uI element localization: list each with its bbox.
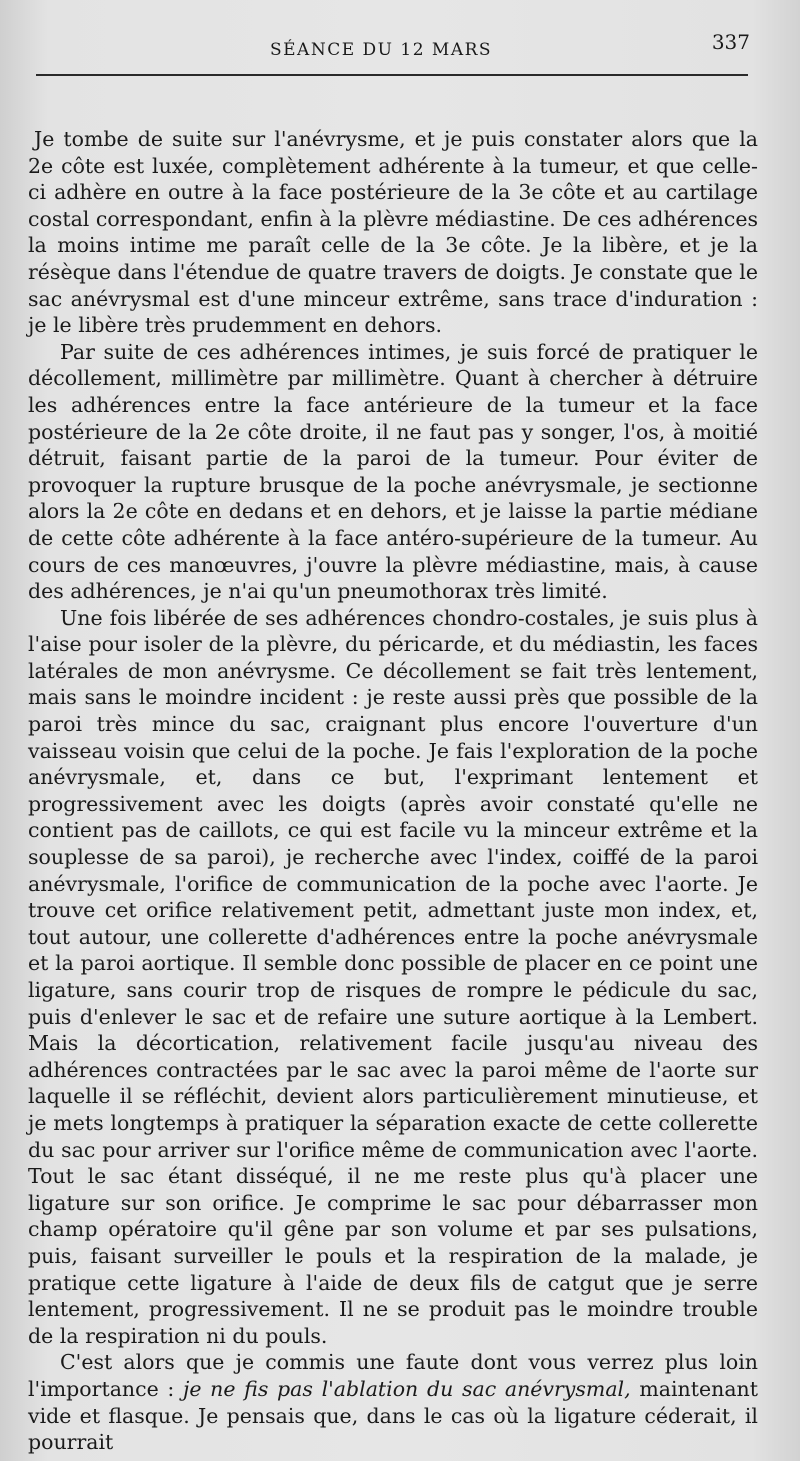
body-text <box>28 126 758 1456</box>
paragraph-3: Une fois libérée de ses adhérences chondro-costales, je suis plus à l'aise pour isoler de la plèvre, du péricarde, et du médiastin, les faces latérales de mon anévrysme. Ce décollement se fait très lentement, mais sans le moindre incident : je reste aussi près que possible de la paroi très mince du sac, craignant plus encore l'ouverture d'un vaisseau voisin que celui de la poche. Je fais l'exploration de la poche anévrysmale, et, dans ce but, l'exprimant lentement et progressivement avec les doigts (après avoir constaté qu'elle ne contient pas de caillots, ce qui est facile vu la minceur extrême et la souplesse de sa paroi), je recherche avec l'index, coiffé de la paroi anévrysmale, l'orifice de communication de la poche avec l'aorte. Je trouve cet orifice relativement petit, admettant juste mon index, et, tout autour, une collerette d'adhérences entre la poche anévrysmale et la paroi aortique. Il semble donc possible de placer en ce point une ligature, sans courir trop de risques de rompre le pédicule du sac, puis d'enlever le sac et de refaire une suture aortique à la Lembert. Mais la décortication, relativement facile jusqu'au niveau des adhérences contractées par le sac avec la paroi même de l'aorte sur laquelle il se réfléchit, devient alors particulièrement minutieuse, et je mets longtemps à pratiquer la séparation exacte de cette collerette du sac pour arriver sur l'orifice même de communication avec l'aorte. Tout le sac étant disséqué, il ne me reste plus qu'à placer une ligature sur son orifice. Je comprime le sac pour débarrasser mon champ opératoire qu'il gêne par son volume et par ses pulsations, puis, faisant surveiller le pouls et la respiration de la malade, je pratique cette ligature à l'aide de deux fils de catgut que je serre lentement, progressivement. Il ne se produit pas le moindre trouble de la respiration ni du pouls. <box>28 605 758 1348</box>
paragraph-2: Par suite de ces adhérences intimes, je suis forcé de pratiquer le décollement, millimètre par millimètre. Quant à chercher à détruire les adhérences entre la face antérieure de la tumeur et la face postérieure de la 2e côte droite, il ne faut pas y songer, l'os, à moitié détruit, faisant partie de la paroi de la tumeur. Pour éviter de provoquer la rupture brusque de la poche anévrysmale, je sectionne alors la 2e côte en dedans et en dehors, et je laisse la partie médiane de cette côte adhérente à la face antéro-supérieure de la tumeur. Au cours de ces manœuvres, j'ouvre la plèvre médiastine, mais, à cause des adhérences, je n'ai qu'un pneumothorax très limité. <box>28 339 758 604</box>
page-number: 337 <box>711 30 750 54</box>
paragraph-1: Je tombe de suite sur l'anévrysme, et je puis constater alors que la 2e côte est luxée, complètement adhérente à la tumeur, et que celle-ci adhère en outre à la face postérieure de la 3e côte et au cartilage costal correspondant, enfin à la plèvre médiastine. De ces adhérences la moins intime me paraît celle de la 3e côte. Je la libère, et je la résèque dans l'étendue de quatre travers de doigts. Je constate que le sac anévrysmal est d'une minceur extrême, sans trace d'induration : je le libère très prudemment en dehors. <box>28 127 758 338</box>
page-header <box>28 30 758 78</box>
header-rule <box>36 74 748 76</box>
paragraph-4-italic: je ne fis pas l'ablation du sac anévrysmal, <box>183 1376 631 1401</box>
running-head: SÉANCE DU 12 MARS <box>270 40 493 60</box>
paragraph-4 <box>28 1349 758 1455</box>
paragraph-4-before: C'est alors que je commis une faute dont vous verrez plus loin l'importance : <box>28 1350 758 1401</box>
paragraph-4-after: maintenant vide et flasque. Je pensais que, dans le cas où la ligature céderait, il pourrait <box>28 1376 758 1455</box>
